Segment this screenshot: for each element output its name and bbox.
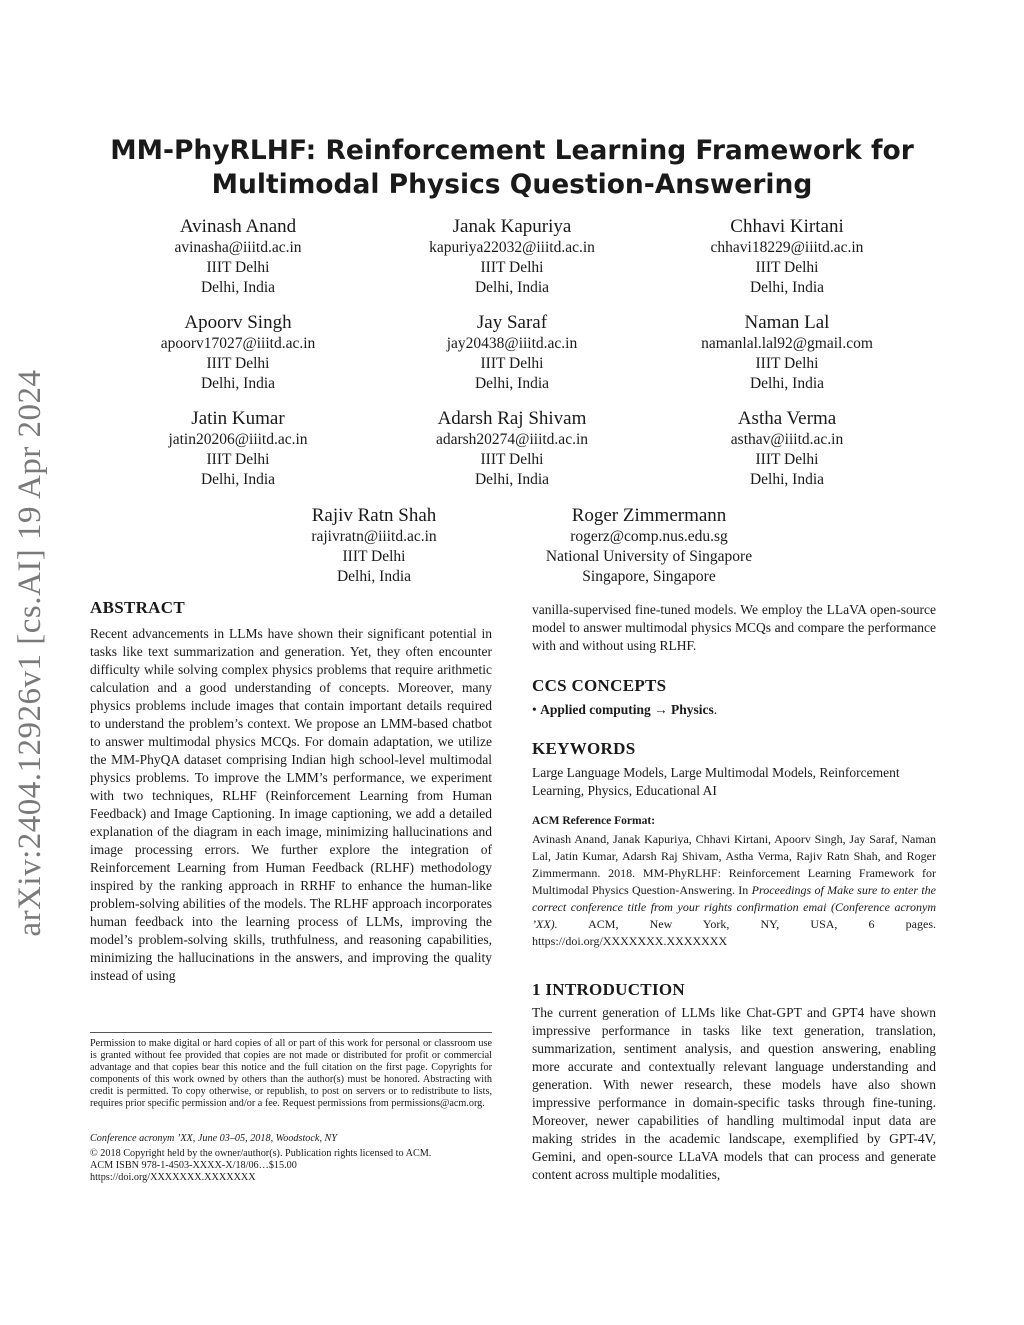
abstract-heading: ABSTRACT [90,598,185,617]
author-name: Jay Saraf [476,312,548,333]
title-line-1: MM-PhyRLHF: Reinforcement Learning Framework for [110,135,914,166]
author [224,505,524,587]
paper-title [90,134,934,202]
author-email: avinasha@iiitd.ac.in [174,239,302,256]
acm-reference [532,831,936,950]
author-location: Delhi, India [749,279,825,296]
doi-line[interactable]: https://doi.org/XXXXXXX.XXXXXXX [90,1172,256,1183]
author-email: kapuriya22032@iiitd.ac.in [429,239,595,256]
introduction-heading: 1 INTRODUCTION [532,980,685,999]
author-name: Astha Verma [737,408,837,429]
acm-ref-text: Avinash Anand, Janak Kapuriya, Chhavi Kirtani, Apoorv Singh, Jay Saraf, Naman Lal, Jatin Kumar, Adarsh Raj Shivam, Astha Verma, Rajiv Ratn Shah, and Roger Zimmermann. 2018. MM-PhyRLHF: Reinforcement Learning Framework for Multimodal Physics Question-Answering. In [532,832,936,897]
author-location: Delhi, India [749,375,825,392]
author-email: namanlal.lal92@gmail.com [701,335,873,352]
ccs-subconcept: Physics [671,702,714,717]
author-name: Roger Zimmermann [571,505,727,526]
introduction-text: The current generation of LLMs like Chat-GPT and GPT4 have shown impressive performance in tasks like text generation, translation, summarization, sentiment analysis, and question answering, enabling more accurate and contextually relevant language understanding and generation. With newer research, these models have also shown impressive performance in domain-specific tasks through fine-tuning. Moreover, newer capabilities of handling multimodal input data are making strides in the academic landscape, exemplified by GPT-4V, Gemini, and open-source LLaVA models that can process and generate content across multiple modalities, [532,1005,936,1182]
permission-notice: Permission to make digital or hard copies of all or part of this work for personal or classroom use is granted without fee provided that copies are not made or distributed for profit or commercial advantage and that copies bear this notice and the full citation on the first page. Copyrights for components of this work owned by others than the author(s) must be honored. Abstracting with credit is permitted. To copy otherwise, or republish, to post on servers or to redistribute to lists, requires prior specific permission and/or a fee. Request permissions from permissions@acm.org. [90,1038,492,1109]
author-name: Apoorv Singh [184,312,292,333]
author-location: Delhi, India [474,375,550,392]
arrow-icon: → [654,702,668,717]
author [88,312,388,394]
author-name: Avinash Anand [179,216,297,237]
author-institution: IIIT Delhi [206,451,270,468]
acm-ref-tail: ACM, New York, NY, USA, 6 pages. https://doi.org/XXXXXXX.XXXXXXX [532,917,936,948]
abstract-text: Recent advancements in LLMs have shown their significant potential in tasks like text summarization and generation. Yet, they often encounter difficulty while solving complex physics problems that require arithmetic calculation and a good understanding of concepts. Moreover, many physics problems include images that contain important details required to understand the problem’s context. We propose an LMM-based chatbot to answer multimodal physics MCQs. For domain adaptation, we utilize the MM-PhyQA dataset comprising Indian high school-level multimodal physics problems. To improve the LMM’s performance, we experiment with two techniques, RLHF (Reinforcement Learning from Human Feedback) and Image Captioning. In image captioning, we add a detailed explanation of the diagram in each image, minimizing hallucinations and image processing errors. We further explore the integration of Reinforcement Learning from Human Feedback (RLHF) methodology inspired by the ranking approach in RRHF to enhance the human-like problem-solving abilities of the models. The RLHF approach incorporates human feedback into the learning process of LLMs, improving the model’s problem-solving skills, truthfulness, and reasoning capabilities, minimizing the hallucinations in the answers, and improving the quality instead of using [90,626,492,983]
author-email: chhavi18229@iiitd.ac.in [710,239,864,256]
author [637,312,937,394]
author-email: adarsh20274@iiitd.ac.in [435,431,589,448]
author-email: jay20438@iiitd.ac.in [446,335,578,352]
ccs-heading: CCS CONCEPTS [532,676,667,695]
author-name: Chhavi Kirtani [730,216,844,237]
author-institution: IIIT Delhi [342,548,406,565]
acm-ref-heading: ACM Reference Format: [532,815,656,827]
author-institution: IIIT Delhi [480,451,544,468]
bullet-glyph: • [532,702,537,717]
title-line-2: Multimodal Physics Question-Answering [211,169,813,200]
author-location: Delhi, India [336,568,412,585]
keywords-heading: KEYWORDS [532,739,636,758]
author-location: Delhi, India [200,471,276,488]
author-location: Delhi, India [200,279,276,296]
acm-ref-proceedings: Proceedings of Make sure to enter the correct conference title from your rights confirmation emai (Conference acronym ’XX). [532,883,936,931]
author-institution: IIIT Delhi [755,259,819,276]
author-email: rogerz@comp.nus.edu.sg [570,528,728,545]
author [362,216,662,298]
author-location: Singapore, Singapore [582,568,716,585]
isbn-line: ACM ISBN 978-1-4503-XXXX-X/18/06…$15.00 [90,1160,297,1171]
author-email: apoorv17027@iiitd.ac.in [160,335,316,352]
keywords-text: Large Language Models, Large Multimodal Models, Reinforcement Learning, Physics, Educational AI [532,765,900,798]
author-name: Rajiv Ratn Shah [311,505,437,526]
author-institution: IIIT Delhi [755,355,819,372]
author [499,505,799,587]
author-email: rajivratn@iiitd.ac.in [311,528,437,545]
author-institution: IIIT Delhi [755,451,819,468]
author [637,216,937,298]
author-location: Delhi, India [474,279,550,296]
ccs-item [532,701,936,719]
author-institution: IIIT Delhi [480,259,544,276]
author-name: Adarsh Raj Shivam [437,408,587,429]
ccs-period: . [713,702,718,717]
author-institution: IIIT Delhi [480,355,544,372]
author-location: Delhi, India [474,471,550,488]
author-institution: IIIT Delhi [206,355,270,372]
ccs-concept: Applied computing [540,702,651,717]
author-name: Janak Kapuriya [452,216,572,237]
footnote-divider [90,1032,492,1033]
copyright-line: © 2018 Copyright held by the owner/author(s). Publication rights licensed to ACM. [90,1148,432,1159]
author [88,408,388,490]
author [362,312,662,394]
author-email: jatin20206@iiitd.ac.in [168,431,308,448]
author-location: Delhi, India [749,471,825,488]
author-location: Delhi, India [200,375,276,392]
author-institution: National University of Singapore [545,548,753,565]
arxiv-sidebar-stamp: arXiv:2404.12926v1 [cs.AI] 19 Apr 2024 [12,369,48,937]
author-institution: IIIT Delhi [206,259,270,276]
author-email: asthav@iiitd.ac.in [730,431,844,448]
author [637,408,937,490]
author-name: Naman Lal [744,312,830,333]
abstract-continuation: vanilla-supervised fine-tuned models. We employ the LLaVA open-source model to answer multimodal physics MCQs and compare the performance with and without using RLHF. [532,602,936,653]
conference-line: Conference acronym ’XX, June 03–05, 2018, Woodstock, NY [90,1133,338,1144]
author [88,216,388,298]
author [362,408,662,490]
author-name: Jatin Kumar [191,408,285,429]
